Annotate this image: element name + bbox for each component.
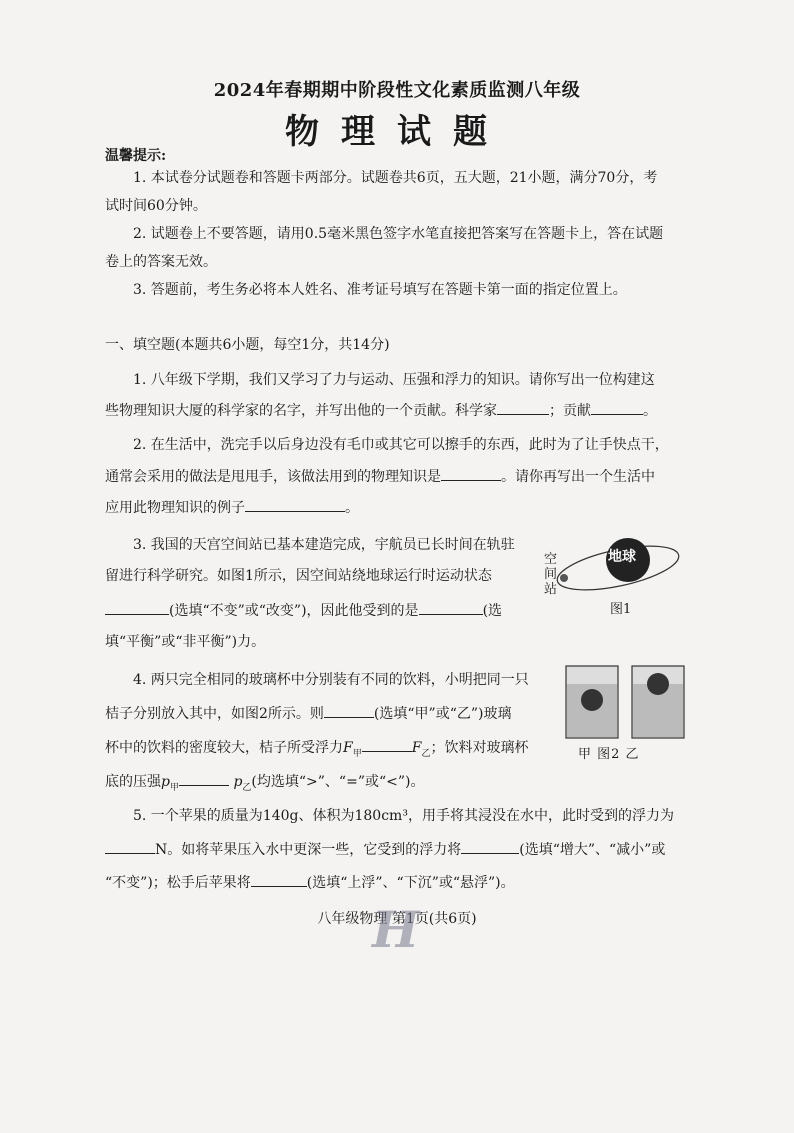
q2-blank-knowledge[interactable] <box>441 466 501 481</box>
q4-sub-yi-2: 乙 <box>242 782 252 793</box>
q3-line2: 留进行科学研究。如图1所示，因空间站绕地球运行时运动状态 <box>105 568 492 584</box>
space-station-dot <box>560 574 568 582</box>
q2-text-c: 应用此物理知识的例子 <box>105 500 245 516</box>
q1-text-a: 些物理知识大厦的科学家的名字，并写出他的一个贡献。科学家 <box>105 403 497 419</box>
q4-line3 <box>105 737 528 764</box>
q4-line1: 4. 两只完全相同的玻璃杯中分别装有不同的饮料，小明把同一只 <box>133 672 529 688</box>
figure-2-cups <box>562 662 692 742</box>
q1-text-b: ；贡献 <box>549 403 591 419</box>
notice-item-1b: 试时间60分钟。 <box>105 198 207 214</box>
notice-item-2a: 2. 试题卷上不要答题，请用0.5毫米黑色签字水笔直接把答案写在答题卡上，答在试题 <box>133 226 664 242</box>
q5-blank-buoyancy[interactable] <box>105 839 155 854</box>
watermark-h: H <box>372 900 420 959</box>
q3-text-b: (选填“不变”或“改变”)，因此他受到的是 <box>169 603 419 619</box>
q2-text-d: 。 <box>345 500 359 516</box>
q2-line3 <box>105 497 359 518</box>
q4-line4 <box>105 771 424 798</box>
section-heading: 一、填空题(本题共6小题，每空1分，共14分) <box>105 337 390 353</box>
q5-line1: 5. 一个苹果的质量为140g、体积为180cm³，用手将其浸没在水中，此时受到的浮力为 <box>133 808 674 824</box>
fig2-caption: 甲 图2 乙 <box>578 747 640 762</box>
notice-item-2b: 卷上的答案无效。 <box>105 254 217 270</box>
fig1-earth-label: 地球 <box>608 549 636 565</box>
orange-yi <box>647 673 669 695</box>
q4-text-c: 杯中的饮料的密度较大，桔子所受浮力 <box>105 740 343 756</box>
q4-sub-jia-2: 甲 <box>169 782 179 793</box>
q3-line4: 填“平衡”或“非平衡”)力。 <box>105 634 266 650</box>
q5-blank-change[interactable] <box>461 839 519 854</box>
q4-text-e: 底的压强 <box>105 774 161 790</box>
notice-item-1a: 1. 本试卷分试题卷和答题卡两部分。试题卷共6页，五大题，21小题，满分70分，考 <box>133 170 658 186</box>
q4-symbol-p1: p <box>161 774 170 790</box>
q4-sub-jia-1: 甲 <box>352 748 362 759</box>
q4-text-f: (均选填“>”、“=”或“<”)。 <box>251 774 425 790</box>
q4-symbol-F2: F <box>411 740 422 756</box>
q4-text-b: (选填“甲”或“乙”)玻璃 <box>373 706 512 722</box>
q4-sub-yi-1: 乙 <box>421 748 431 759</box>
q1-line1: 1. 八年级下学期，我们又学习了力与运动、压强和浮力的知识。请你写出一位构建这 <box>133 372 655 388</box>
notice-heading: 温馨提示: <box>105 148 167 164</box>
q2-line2 <box>105 466 655 487</box>
exam-title: 物理试题 <box>285 112 509 152</box>
orange-jia <box>581 689 603 711</box>
q1-blank-contribution[interactable] <box>591 400 643 415</box>
fig1-station-label: 空间站 <box>544 552 558 597</box>
q4-line2 <box>105 703 511 724</box>
q4-text-a: 桔子分别放入其中，如图2所示。则 <box>105 706 324 722</box>
q4-text-d: ；饮料对玻璃杯 <box>430 740 529 756</box>
q3-line1: 3. 我国的天宫空间站已基本建造完成，宇航员已长时间在轨驻 <box>133 537 515 553</box>
q5-text-d: (选填“上浮”、“下沉”或“悬浮”)。 <box>306 875 515 891</box>
q4-blank-pressure[interactable] <box>179 771 229 786</box>
q3-blank-force[interactable] <box>419 600 483 615</box>
q1-blank-scientist[interactable] <box>497 400 549 415</box>
q3-text-c: (选 <box>482 603 503 619</box>
q2-blank-example[interactable] <box>245 497 345 512</box>
q2-text-b: 。请你再写出一个生活中 <box>501 469 655 485</box>
q1-line2 <box>105 400 657 421</box>
q4-symbol-F1: F <box>343 740 353 756</box>
q5-line2 <box>105 839 665 860</box>
q3-line3 <box>105 600 502 621</box>
q2-text-a: 通常会采用的做法是甩甩手，该做法用到的物理知识是 <box>105 469 441 485</box>
q5-line3 <box>105 872 515 893</box>
notice-item-3: 3. 答题前，考生务必将本人姓名、准考证号填写在答题卡第一面的指定位置上。 <box>133 282 627 298</box>
q4-blank-buoyancy[interactable] <box>362 737 412 752</box>
q5-text-b: (选填“增大”、“减小”或 <box>519 842 666 858</box>
exam-subtitle: 2024年春期期中阶段性文化素质监测八年级 <box>213 80 581 101</box>
q5-blank-motion[interactable] <box>251 872 307 887</box>
q1-text-c: 。 <box>643 403 657 419</box>
q3-blank-state[interactable] <box>105 600 169 615</box>
q2-line1: 2. 在生活中，洗完手以后身边没有毛巾或其它可以擦手的东西，此时为了让手快点干， <box>133 437 669 453</box>
page-footer: 八年级物理 第1页(共6页) <box>317 911 477 927</box>
fig1-caption: 图1 <box>610 602 632 617</box>
q4-blank-cup[interactable] <box>324 703 374 718</box>
q5-text-c: “不变”)；松手后苹果将 <box>105 875 251 891</box>
q4-symbol-p2: p <box>233 774 243 790</box>
q5-text-a: N。如将苹果压入水中更深一些，它受到的浮力将 <box>155 842 462 858</box>
